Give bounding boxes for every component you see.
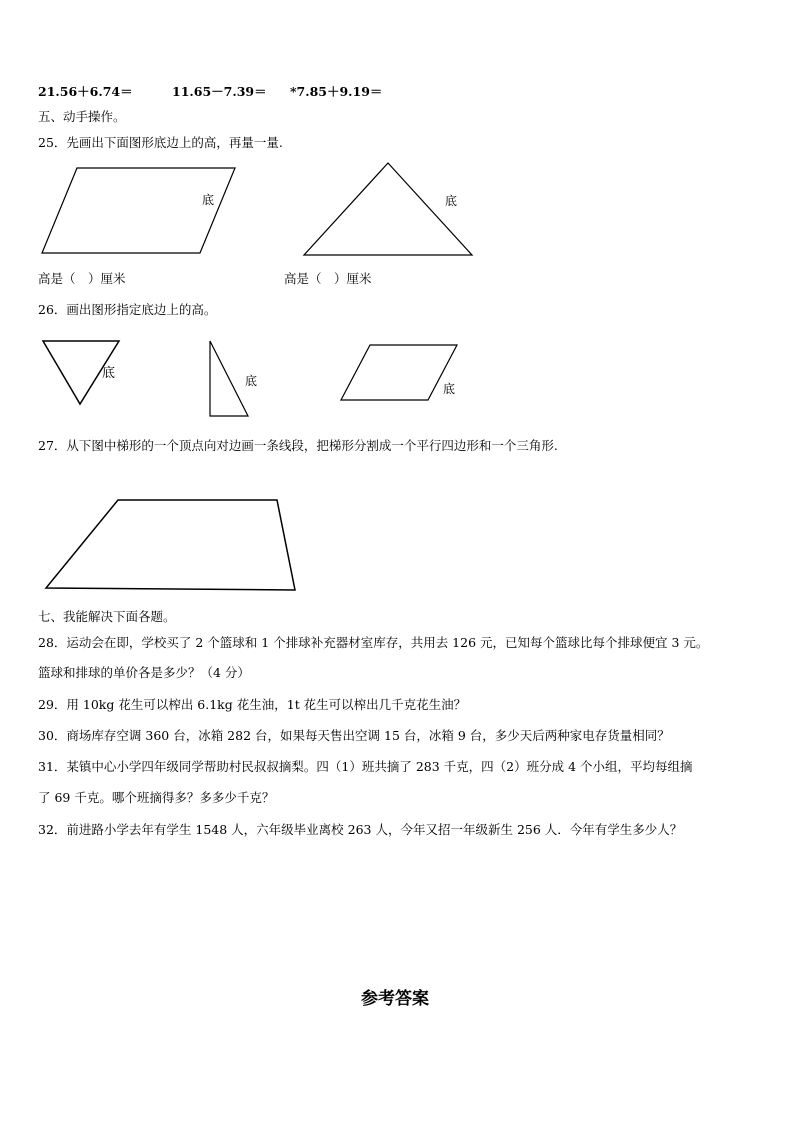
question-31-line1: 31．某镇中心小学四年级同学帮助村民叔叔摘梨。四（1）班共摘了 283 千克，四（2）班分成 4 个小组，平均每组摘 — [38, 759, 693, 774]
question-27: 27．从下图中梯形的一个顶点向对边画一条线段，把梯形分割成一个平行四边形和一个三角形. — [38, 438, 558, 453]
q25-tri-height-answer: 高是（ ）厘米 — [284, 271, 372, 286]
q26-triangle-base-label: 底 — [102, 366, 116, 381]
q25-parallelogram — [42, 168, 235, 253]
q26-right-triangle — [210, 341, 248, 416]
calc-2: 11.65－7.39＝ — [172, 84, 267, 99]
question-29: 29．用 10kg 花生可以榨出 6.1kg 花生油，1t 花生可以榨出几千克花生油？ — [38, 697, 467, 712]
calc-1: 21.56＋6.74＝ — [38, 84, 133, 99]
question-31-line2: 了 69 千克。哪个班摘得多？多多少千克？ — [38, 790, 275, 805]
question-26: 26．画出图形指定底边上的高。 — [38, 302, 217, 317]
q25-para-height-answer: 高是（ ）厘米 — [38, 271, 126, 286]
question-28-line2: 篮球和排球的单价各是多少？（4 分） — [38, 665, 250, 680]
q27-trapezoid — [46, 500, 295, 590]
q26-right-triangle-base-label: 底 — [245, 374, 258, 388]
question-25: 25．先画出下面图形底边上的高，再量一量. — [38, 135, 283, 150]
section-5-heading: 五、动手操作。 — [38, 109, 126, 124]
q26-parallelogram — [341, 345, 457, 400]
answers-title: 参考答案 — [361, 989, 429, 1009]
section-7-heading: 七、我能解决下面各题。 — [38, 609, 176, 624]
calc-3: *7.85＋9.19＝ — [290, 84, 383, 99]
q25-tri-base-label: 底 — [445, 194, 458, 208]
question-28-line1: 28．运动会在即，学校买了 2 个篮球和 1 个排球补充器材室库存，共用去 126 元，已知每个篮球比每个排球便宜 3 元。 — [38, 635, 709, 650]
question-32: 32．前进路小学去年有学生 1548 人，六年级毕业离校 263 人，今年又招一年级新生 256 人．今年有学生多少人？ — [38, 822, 683, 837]
q26-parallelogram-base-label: 底 — [443, 382, 456, 396]
question-30: 30．商场库存空调 360 台，冰箱 282 台，如果每天售出空调 15 台，冰箱 9 台，多少天后两种家电存货量相同？ — [38, 728, 670, 743]
q25-para-base-label: 底 — [202, 193, 215, 207]
q25-triangle — [304, 163, 472, 255]
